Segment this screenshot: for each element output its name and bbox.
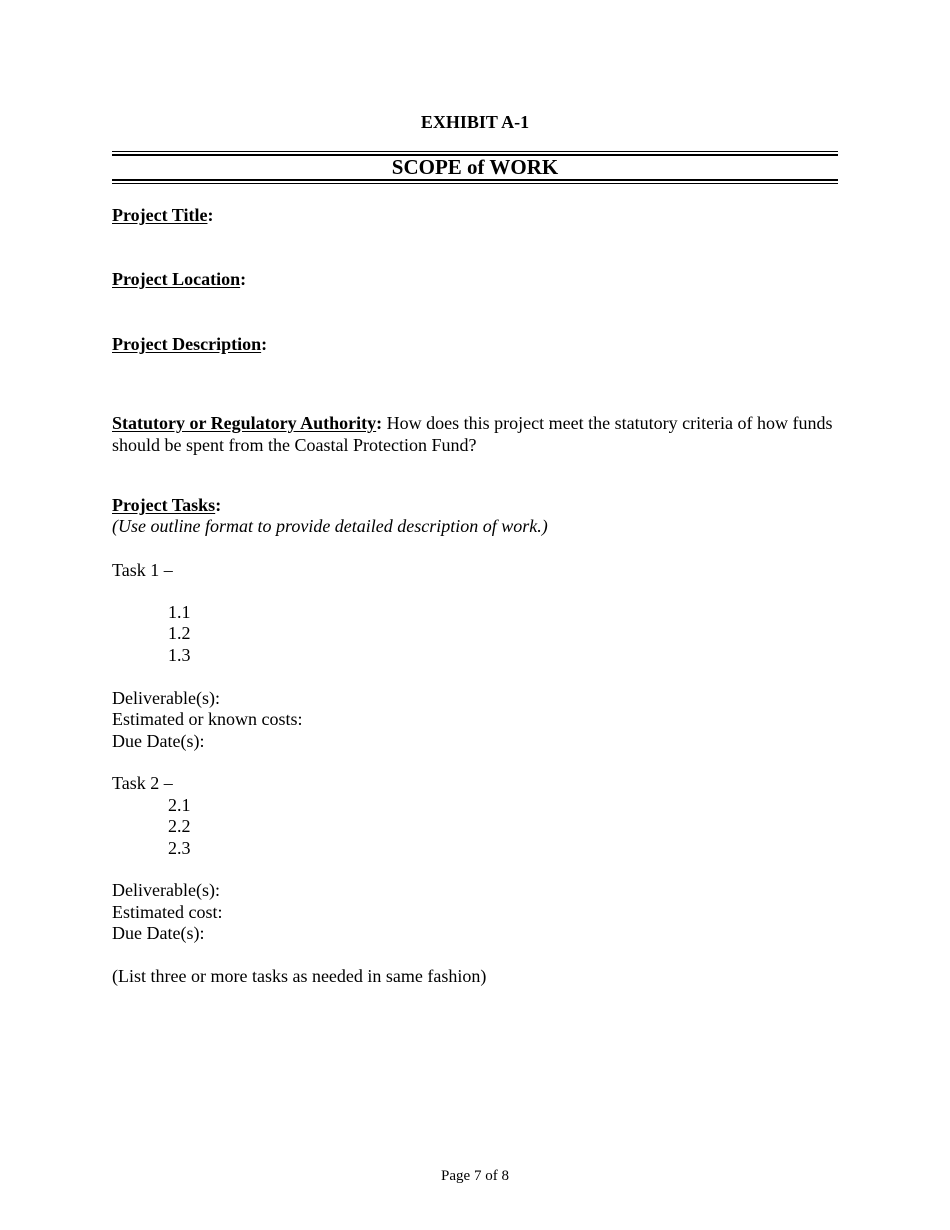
colon: : [207, 205, 214, 225]
task1-costs: Estimated or known costs: [112, 709, 303, 729]
authority-paragraph [112, 413, 838, 456]
colon: : [215, 495, 222, 515]
bottom-rule-thick [112, 179, 838, 181]
top-rule-thin [112, 151, 838, 152]
project-title-label: Project Title [112, 205, 208, 225]
task2-subitem: 2.2 [168, 816, 191, 836]
colon: : [261, 334, 268, 354]
project-tasks-label: Project Tasks [112, 495, 216, 515]
authority-label: Statutory or Regulatory Authority [112, 413, 377, 433]
project-location-field [112, 269, 246, 291]
project-description-field [112, 334, 267, 356]
project-tasks-field [112, 495, 221, 517]
tasks-instruction: (Use outline format to provide detailed description of work.) [112, 516, 548, 536]
project-title-field [112, 205, 213, 227]
task1-heading: Task 1 – [112, 560, 173, 580]
bottom-rule-thin [112, 183, 838, 184]
task1-subitem: 1.1 [168, 602, 191, 622]
exhibit-heading: EXHIBIT A-1 [420, 112, 530, 132]
colon: : [240, 269, 247, 289]
authority-question: How does this project meet the statutory criteria of how funds should be spent from the Coastal Protection Fund? [112, 413, 833, 455]
tasks-note: (List three or more tasks as needed in same fashion) [112, 966, 487, 986]
task1-due-date: Due Date(s): [112, 731, 205, 751]
page-title: SCOPE of WORK [391, 155, 559, 179]
project-description-label: Project Description [112, 334, 262, 354]
colon: : [376, 413, 383, 433]
task2-due-date: Due Date(s): [112, 923, 205, 943]
task2-costs: Estimated cost: [112, 902, 223, 922]
project-location-label: Project Location [112, 269, 241, 289]
task2-subitem: 2.1 [168, 795, 191, 815]
task1-subitem: 1.3 [168, 645, 191, 665]
page-number: Page 7 of 8 [441, 1168, 509, 1184]
task1-subitem: 1.2 [168, 623, 191, 643]
task2-subitem: 2.3 [168, 838, 191, 858]
task1-deliverables: Deliverable(s): [112, 688, 220, 708]
task2-heading: Task 2 – [112, 773, 173, 793]
task2-deliverables: Deliverable(s): [112, 880, 220, 900]
